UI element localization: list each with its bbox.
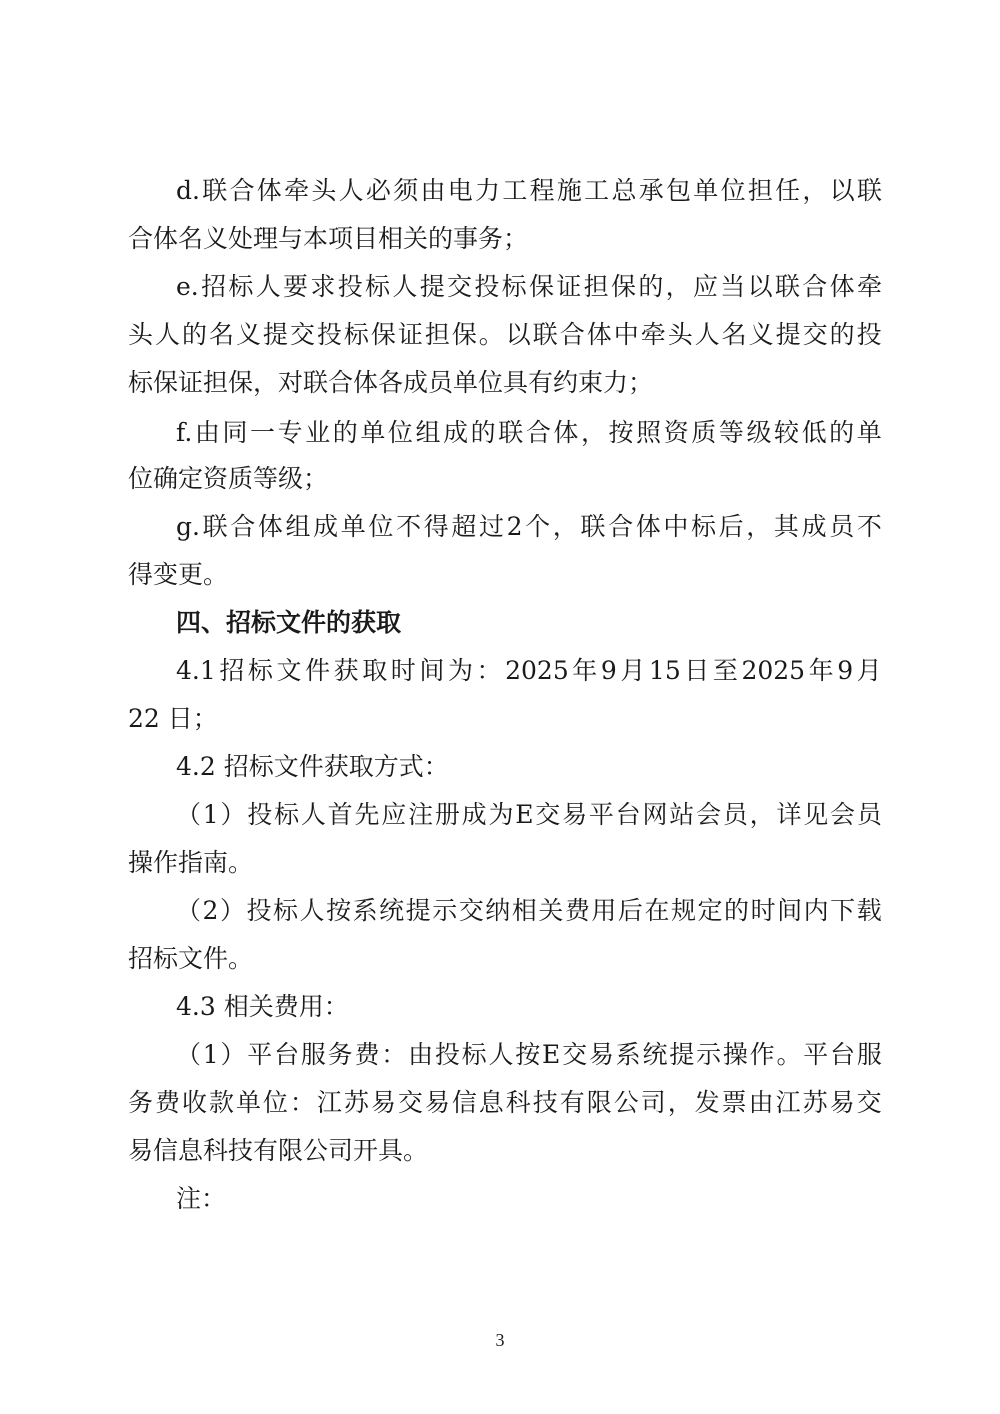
paragraph-g-line-2: 得变更。 xyxy=(128,560,229,589)
paragraph-d-line-1: d. 联 合 体 牵 头 人 必 须 由 电 力 工 程 施 工 总 承 包 单 位 担 任 ， 以 联 xyxy=(176,176,882,205)
item-4-2: 4.2 招标文件获取方式： xyxy=(176,752,449,781)
item-4-2-2-line-2: 招标文件。 xyxy=(128,944,254,973)
paragraph-f-line-1: f. 由 同 一 专 业 的 单 位 组 成 的 联 合 体 ， 按 照 资 质 等 级 较 低 的 单 xyxy=(176,418,882,447)
item-4-2-2-line-1: （ 2 ） 投 标 人 按 系 统 提 示 交 纳 相 关 费 用 后 在 规 定 的 时 间 内 下 载 xyxy=(176,896,882,925)
item-4-1-line-1: 4.1 招 标 文 件 获 取 时 间 为 ： 2025 年 9 月 15 日 至 2025 年 9 月 xyxy=(176,656,882,685)
paragraph-g-line-1: g. 联 合 体 组 成 单 位 不 得 超 过 2 个 ， 联 合 体 中 标 后 ， 其 成 员 不 xyxy=(176,512,882,541)
page-number: 3 xyxy=(495,1330,505,1350)
item-4-3: 4.3 相关费用： xyxy=(176,992,349,1021)
item-4-2-1-line-1: （ 1 ） 投 标 人 首 先 应 注 册 成 为 E 交 易 平 台 网 站 会 员 ， 详 见 会 员 xyxy=(176,800,882,829)
note-label: 注： xyxy=(176,1184,227,1213)
paragraph-f-line-2: 位确定资质等级； xyxy=(128,464,329,493)
paragraph-e-line-1: e. 招 标 人 要 求 投 标 人 提 交 投 标 保 证 担 保 的 ， 应 当 以 联 合 体 牵 xyxy=(176,272,882,301)
paragraph-d-line-2: 合体名义处理与本项目相关的事务； xyxy=(128,224,529,253)
section-4-heading: 四、招标文件的获取 xyxy=(176,608,402,637)
item-4-3-1-line-3: 易信息科技有限公司开具。 xyxy=(128,1136,429,1165)
item-4-3-1-line-1: （ 1 ） 平 台 服 务 费 ： 由 投 标 人 按 E 交 易 系 统 提 示 操 作 。 平 台 服 xyxy=(176,1040,882,1069)
item-4-1-line-2: 22 日； xyxy=(128,704,218,733)
paragraph-e-line-2: 头 人 的 名 义 提 交 投 标 保 证 担 保 。 以 联 合 体 中 牵 头 人 名 义 提 交 的 投 xyxy=(128,320,882,349)
item-4-2-1-line-2: 操作指南。 xyxy=(128,848,254,877)
item-4-3-1-line-2: 务 费 收 款 单 位 ： 江 苏 易 交 易 信 息 科 技 有 限 公 司 ， 发 票 由 江 苏 易 交 xyxy=(128,1088,882,1117)
paragraph-e-line-3: 标保证担保，对联合体各成员单位具有约束力； xyxy=(128,368,654,397)
